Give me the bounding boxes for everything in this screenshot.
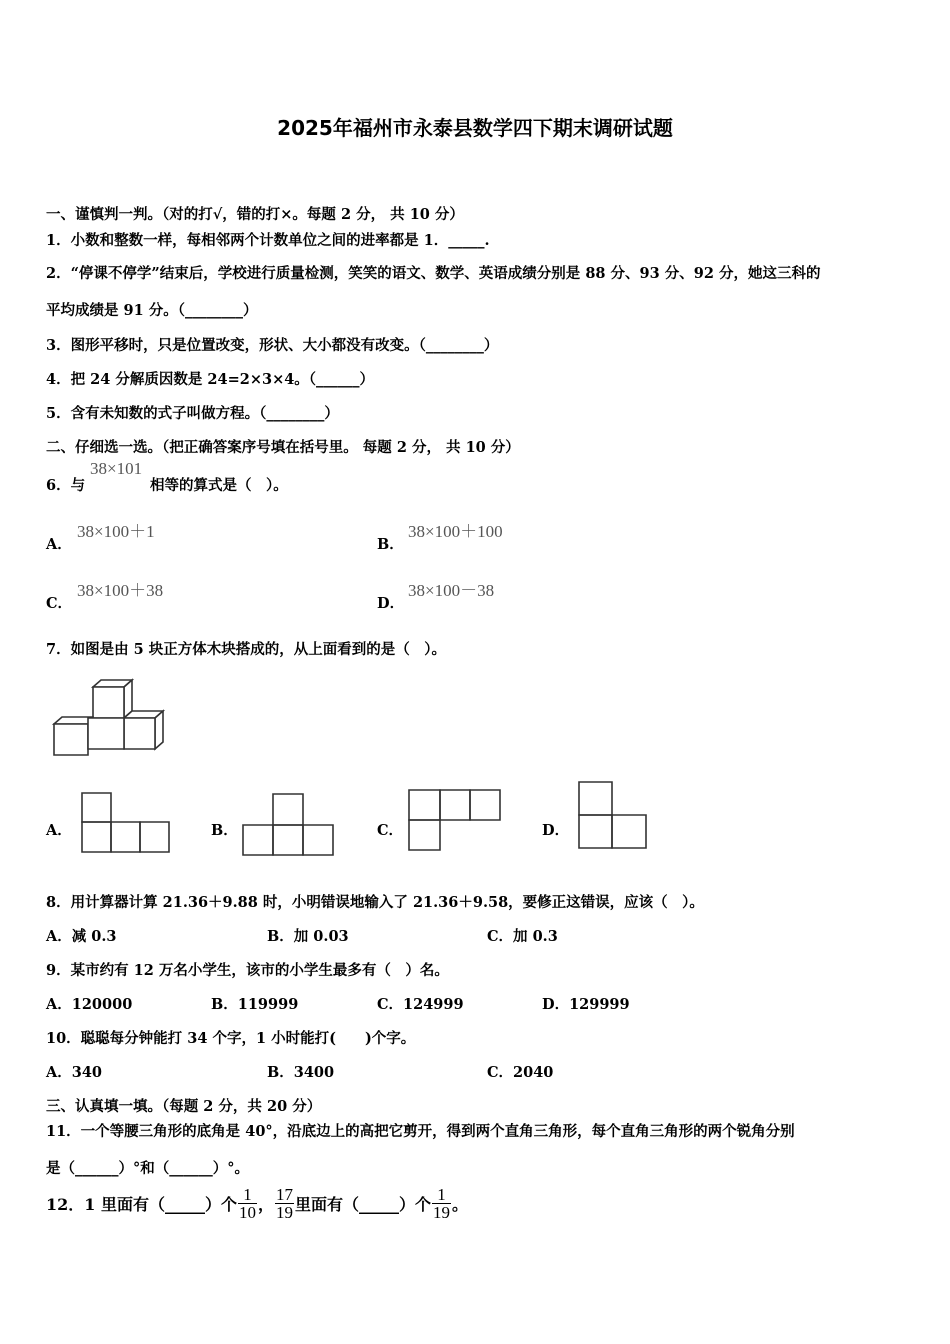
- q12-fraction-1-denominator: 10: [238, 1203, 256, 1222]
- question-6-suffix: 相等的算式是（ ）。: [150, 477, 288, 494]
- q7-option-c-figure: [407, 788, 503, 852]
- question-5: 5．含有未知数的式子叫做方程。（________）: [46, 405, 339, 422]
- q7-option-b-label: B．: [211, 822, 238, 839]
- q7-option-d-label: D．: [542, 822, 570, 839]
- q9-option-c: C．124999: [377, 996, 464, 1013]
- question-1: 1．小数和整数一样，每相邻两个计数单位之间的进率都是 1．_____.: [46, 232, 490, 249]
- q6-option-b-label: B．: [377, 536, 404, 553]
- question-8: 8．用计算器计算 21.36＋9.88 时，小明错误地输入了 21.36＋9.58，要修正这错误，应该（ ）。: [46, 894, 704, 911]
- question-11-line-1: 11．一个等腰三角形的底角是 40°，沿底边上的高把它剪开，得到两个直角三角形，每个直角三角形的两个锐角分别: [46, 1123, 795, 1140]
- q12-fraction-1: [238, 1186, 257, 1221]
- q9-option-b: B．119999: [211, 996, 299, 1013]
- cube-stack-figure: [50, 678, 166, 760]
- q8-option-a: A．减 0.3: [46, 928, 117, 945]
- section-2-header: 二、仔细选一选。（把正确答案序号填在括号里。 每题 2 分， 共 10 分）: [46, 439, 520, 456]
- q12-fraction-3: [432, 1186, 451, 1221]
- q12-end: 。: [452, 1195, 469, 1214]
- q6-option-b-expr: 38×100＋100: [408, 522, 503, 541]
- q6-option-a-label: A．: [46, 536, 72, 553]
- q7-option-d-figure: [577, 780, 649, 850]
- q7-option-c-label: C．: [377, 822, 404, 839]
- question-4: 4．把 24 分解质因数是 24=2×3×4。（______）: [46, 371, 375, 388]
- q10-option-a: A．340: [46, 1064, 103, 1081]
- q12-fraction-3-denominator: 19: [433, 1203, 451, 1222]
- question-12: [46, 1186, 468, 1221]
- q6-option-d-label: D．: [377, 595, 405, 612]
- q7-option-a-label: A．: [46, 822, 72, 839]
- q10-option-c: C．2040: [487, 1064, 554, 1081]
- q6-option-a-expr: 38×100＋1: [77, 522, 155, 541]
- q6-option-c-expr: 38×100＋38: [77, 581, 164, 600]
- question-2-line-1: 2．“停课不停学”结束后，学校进行质量检测，笑笑的语文、数学、英语成绩分别是 88 分、93 分、92 分，她这三科的: [46, 265, 821, 282]
- q6-option-c-label: C．: [46, 595, 73, 612]
- q7-option-b-figure: [240, 793, 336, 857]
- page-title: 2025年福州市永泰县数学四下期末调研试题: [277, 116, 673, 140]
- q12-fraction-2: [275, 1186, 294, 1221]
- q12-fraction-3-numerator: 1: [432, 1186, 451, 1204]
- q12-middle: 里面有（_____）个: [295, 1195, 432, 1214]
- question-11-line-2: 是（______）°和（______）°。: [46, 1160, 249, 1177]
- q12-fraction-2-denominator: 19: [276, 1203, 293, 1222]
- question-6-expression: 38×101: [90, 459, 143, 478]
- question-9: 9．某市约有 12 万名小学生，该市的小学生最多有（ ）名。: [46, 962, 449, 979]
- q12-separator: ，: [257, 1195, 274, 1214]
- section-3-header: 三、认真填一填。（每题 2 分，共 20 分）: [46, 1098, 322, 1115]
- question-7: 7．如图是由 5 块正方体木块搭成的，从上面看到的是（ ）。: [46, 641, 447, 658]
- q10-option-b: B．3400: [267, 1064, 335, 1081]
- q12-prefix: 12．1 里面有（_____）个: [46, 1195, 237, 1214]
- q7-option-a-figure: [81, 792, 171, 854]
- q9-option-a: A．120000: [46, 996, 133, 1013]
- question-10: 10．聪聪每分钟能打 34 个字，1 小时能打( )个字。: [46, 1030, 416, 1047]
- q12-fraction-1-numerator: 1: [238, 1186, 257, 1204]
- q6-option-d-expr: 38×100－38: [408, 581, 495, 600]
- question-3: 3．图形平移时，只是位置改变，形状、大小都没有改变。（________）: [46, 337, 499, 354]
- q9-option-d: D．129999: [542, 996, 630, 1013]
- q12-fraction-2-numerator: 17: [276, 1185, 293, 1204]
- q8-option-b: B．加 0.03: [267, 928, 349, 945]
- question-2-line-2: 平均成绩是 91 分。（________）: [46, 302, 258, 319]
- section-1-header: 一、谨慎判一判。（对的打√，错的打×。每题 2 分， 共 10 分）: [46, 206, 464, 223]
- q8-option-c: C．加 0.3: [487, 928, 558, 945]
- question-6-prefix: 6．与: [46, 477, 86, 494]
